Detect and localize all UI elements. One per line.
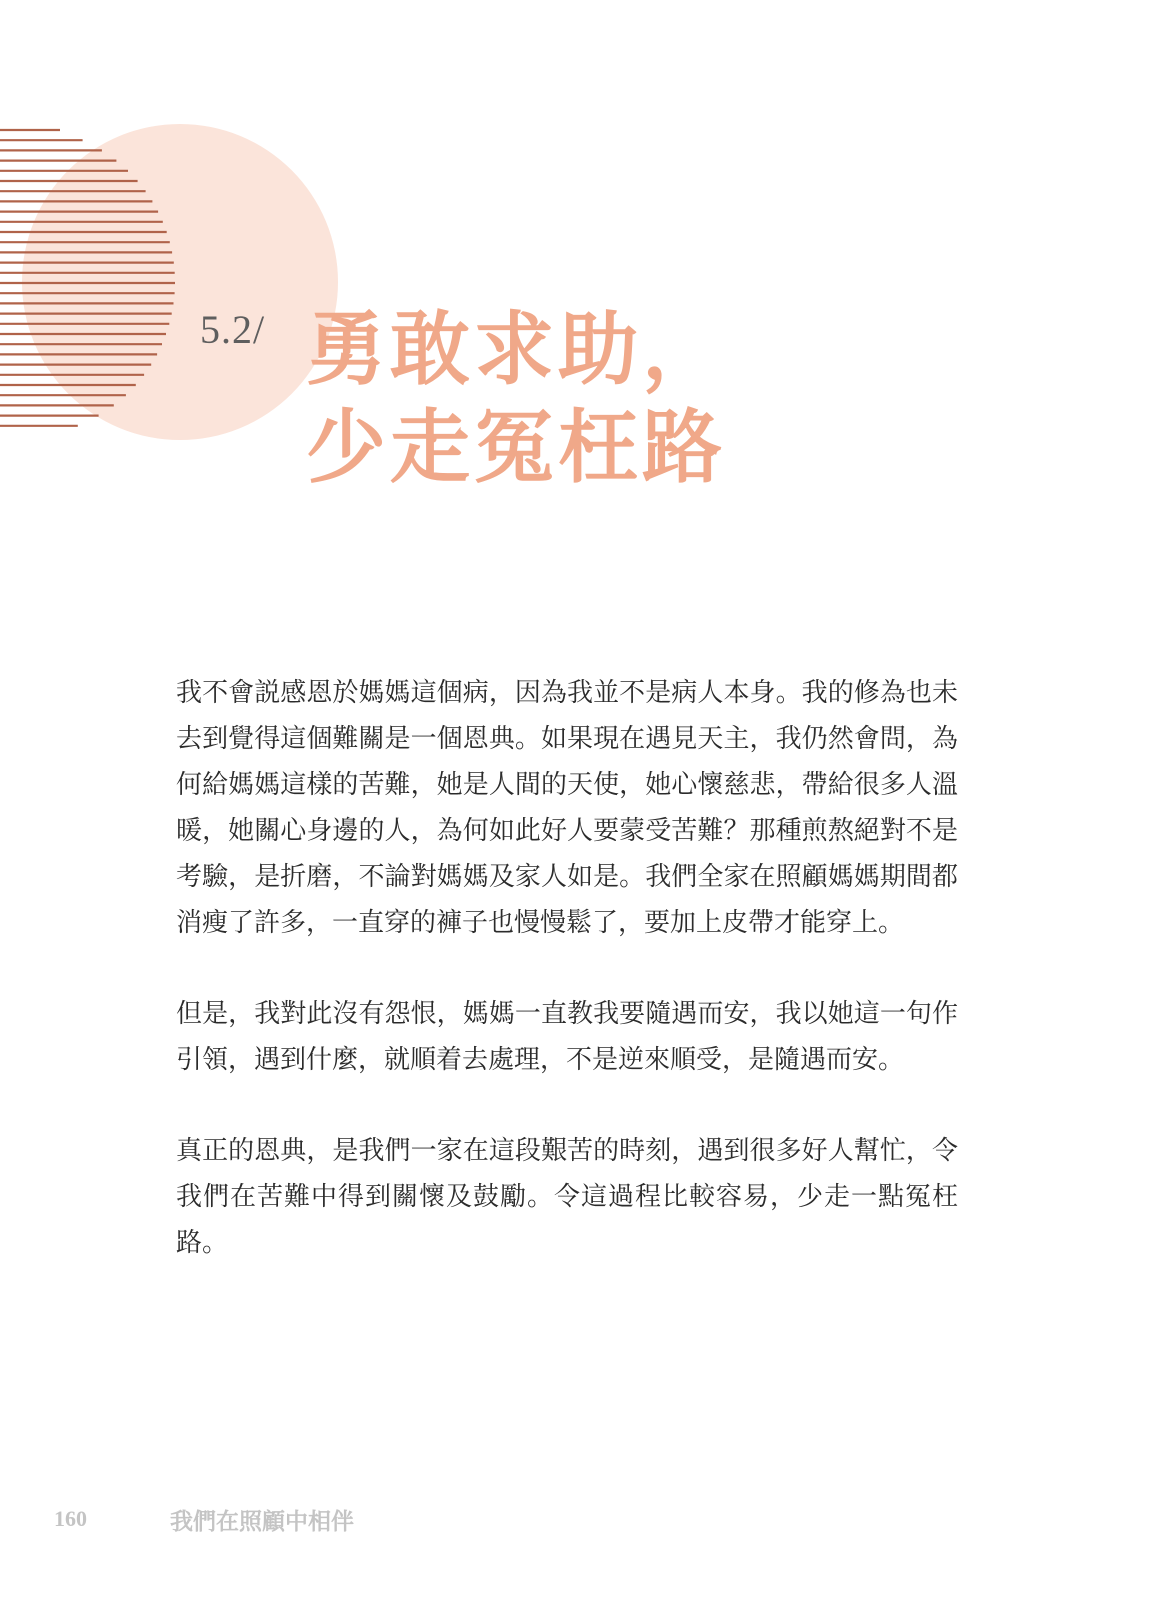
chapter-title-line-2: 少走冤枉路 [306,400,726,494]
paragraph-3: 真正的恩典，是我們一家在這段艱苦的時刻，遇到很多好人幫忙，令我們在苦難中得到關懷及鼓勵。令這過程比較容易，少走一點冤枉路。 [176,1136,958,1258]
section-number: 5.2/ [200,307,266,352]
chapter-title-line-1: 勇敢求助， [306,302,726,396]
chapter-title [306,300,726,496]
running-footer-book-title: 我們在照顧中相伴 [170,1508,354,1535]
body-text [176,670,958,1311]
page-number: 160 [54,1506,87,1531]
paragraph-2: 但是，我對此沒有怨恨，媽媽一直教我要隨遇而安，我以她這一句作引領，遇到什麼，就順着去處理，不是逆來順受，是隨遇而安。 [176,999,958,1075]
paragraph-1: 我不會説感恩於媽媽這個病，因為我並不是病人本身。我的修為也未去到覺得這個難關是一個恩典。如果現在遇見天主，我仍然會問，為何給媽媽這樣的苦難，她是人間的天使，她心懷慈悲，帶給很多人溫暖，她關心身邊的人，為何如此好人要蒙受苦難？那種煎熬絕對不是考驗，是折磨，不論對媽媽及家人如是。我們全家在照顧媽媽期間都消瘦了許多，一直穿的褲子也慢慢鬆了，要加上皮帶才能穿上。 [176,678,958,938]
